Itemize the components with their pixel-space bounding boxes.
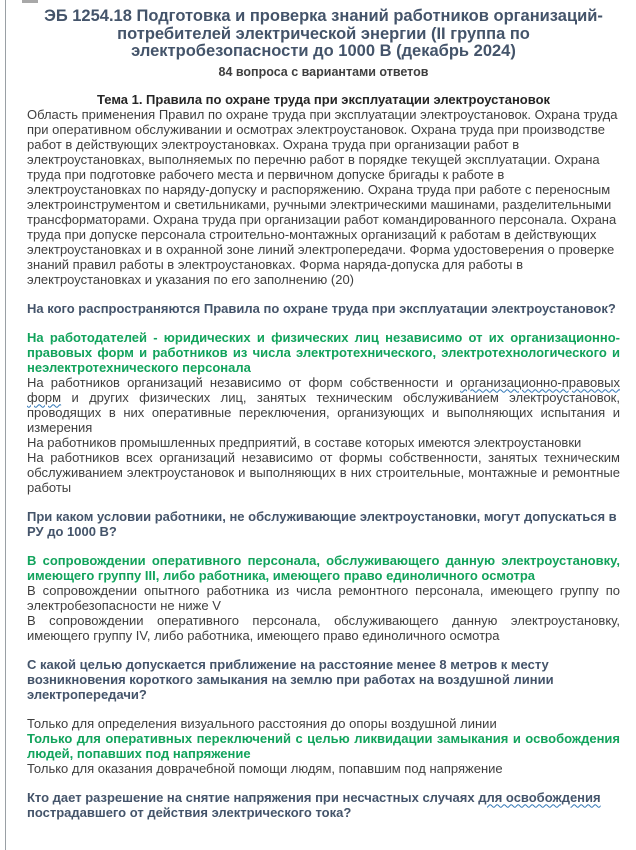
answer-1-2 xyxy=(27,375,620,435)
question-4 xyxy=(27,790,620,820)
question-count-subtitle: 84 вопроса с вариантами ответов xyxy=(218,64,429,79)
answer-1-2-text-after: и других физических лиц, занятых техническим обслуживанием электроустановок, проводящих в них оперативные переключения, организующих и выполняющих испытания и измерения xyxy=(27,389,620,435)
question-1-answers xyxy=(27,330,620,495)
answer-1-1-correct: На работодателей - юридических и физических лиц независимо от их организационно-правовых форм и работников из числа электротехнического, электротехнологического и неэлектротехнического персонала xyxy=(27,329,620,375)
answer-2-1-correct: В сопровождении оперативного персонала, обслуживающего данную электроустановку, имеющего группу III, либо работника, имеющего право единоличного осмотра xyxy=(27,552,620,583)
answer-2-2: В сопровождении опытного работника из числа ремонтного персонала, имеющего группу по электробезопасности не ниже V xyxy=(27,582,620,613)
answer-3-2-correct: Только для оперативных переключений с целью ликвидации замыкания и освобождения людей, попавших под напряжение xyxy=(27,730,620,761)
question-3-answers xyxy=(27,716,620,776)
question-1: На кого распространяются Правила по охране труда при эксплуатации электроустановок? xyxy=(27,300,616,316)
document-content xyxy=(27,0,620,834)
answer-1-4: На работников всех организаций независимо от формы собственности, занятых техническим обслуживанием электроустановок и выполняющих в них строительные, монтажные и ремонтные работы xyxy=(27,449,620,495)
question-3: С какой целью допускается приближение на расстояние менее 8 метров к месту возникновения короткого замыкания на землю при работах на воздушной линии электропередачи? xyxy=(27,656,554,702)
answer-1-2-spellcheck-underline: организационно-правовых форм xyxy=(27,374,620,405)
question-4-spellcheck-underline: для освобождения xyxy=(478,789,601,805)
topic-description: Область применения Правил по охране труда при эксплуатации электроустановок. Охрана труда при оперативном обслуживании и осмотрах электроустановок. Охрана труда при производстве работ в действующих электроустановках. Охрана труда при организации работ в электроустановках, выполняемых по перечню работ в порядке текущей эксплуатации. Охрана труда при подготовке рабочего места и первичном допуске бригады к работе в электроустановках по наряду-допуску и распоряжению. Охрана труда при работе с переносным электроинструментом и светильниками, ручными электрическими машинами, разделительными трансформаторами. Охрана труда при организации работ командированного персонала. Охрана труда при допуске персонала строительно-монтажных организаций к работам в действующих электроустановках и в охранной зоне линий электропередачи. Форма удостоверения о проверке знаний правил работы в электроустановках. Форма наряда-допуска для работы в электроустановках и указания по его заполнению (20) xyxy=(27,106,618,287)
answer-3-1: Только для определения визуального расстояния до опоры воздушной линии xyxy=(27,715,497,731)
answer-1-2-text-before: На работников организаций независимо от форм собственности и xyxy=(27,374,461,390)
answer-1-3: На работников промышленных предприятий, в составе которых имеются электроустановки xyxy=(27,434,582,450)
question-2: При каком условии работники, не обслуживающие электроустановки, могут допускаться в РУ до 1000 В? xyxy=(27,508,617,539)
topic-heading: Тема 1. Правила по охране труда при эксплуатации электроустановок xyxy=(96,91,551,107)
question-4-text-before: Кто дает разрешение на снятие напряжения при несчастных случаях xyxy=(27,789,479,805)
page-left-border xyxy=(5,0,6,850)
document-title: ЭБ 1254.18 Подготовка и проверка знаний работников организаций-потребителей электрической энергии (II группа по электробезопасности до 1000 В (декабрь 2024) xyxy=(44,7,603,60)
answer-2-3: В сопровождении оперативного персонала, обслуживающего данную электроустановку, имеющего группу IV, либо работника, имеющего право единоличного осмотра xyxy=(27,612,620,643)
question-4-text-after: пострадавшего от действия электрического тока? xyxy=(27,804,352,820)
answer-3-3: Только для оказания доврачебной помощи людям, попавшим под напряжение xyxy=(27,760,503,776)
question-2-answers xyxy=(27,553,620,643)
